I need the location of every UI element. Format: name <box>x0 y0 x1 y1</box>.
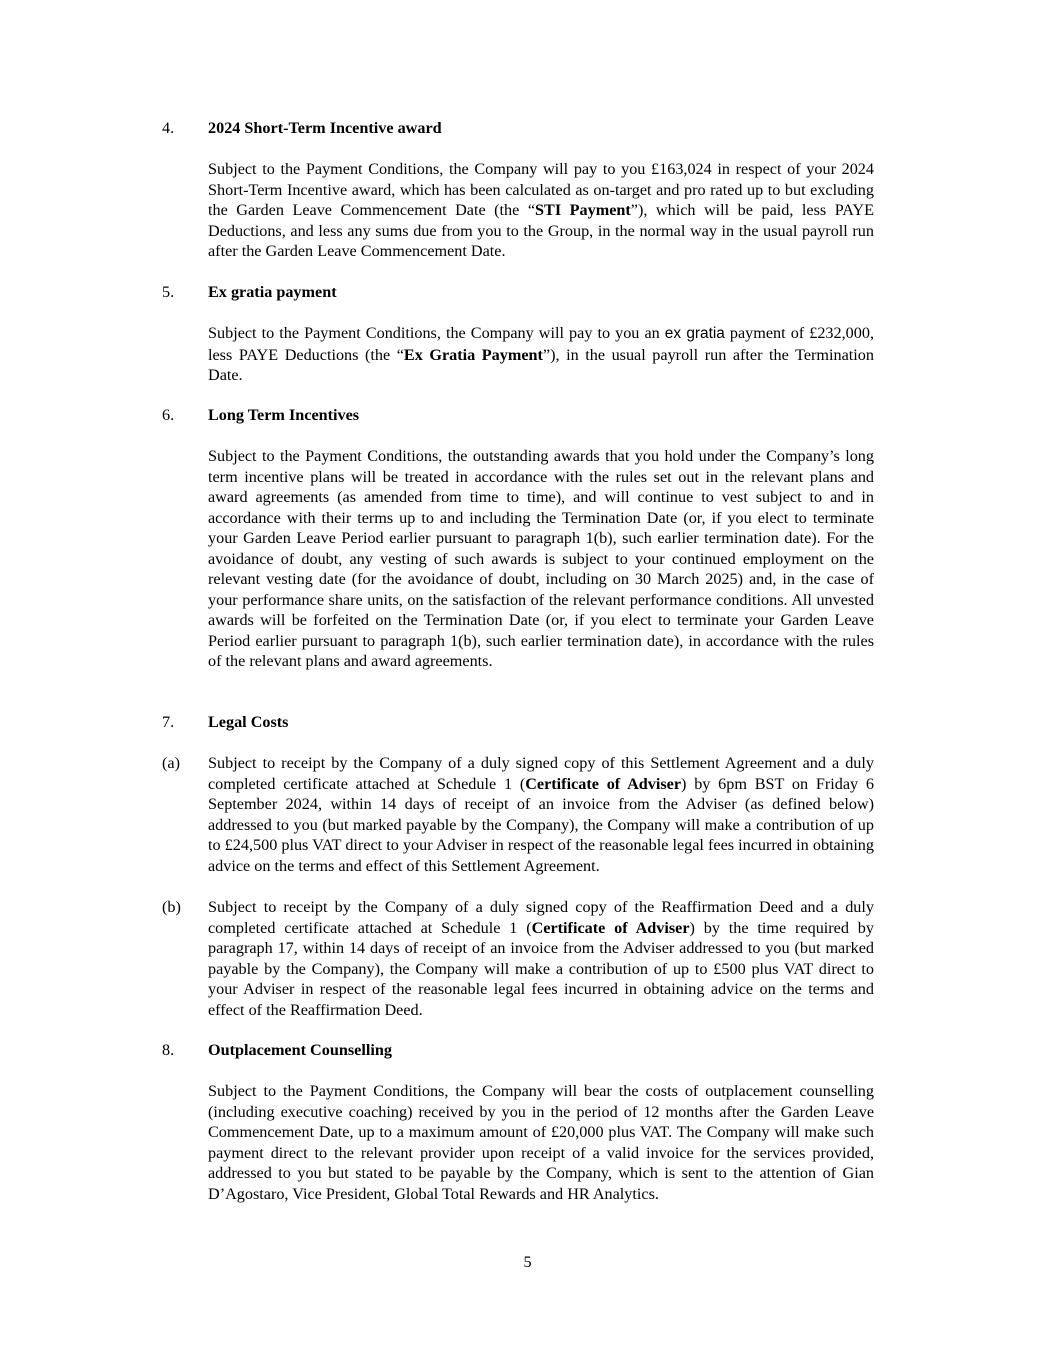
section-title: 2024 Short-Term Incentive award <box>208 119 442 137</box>
paragraph-text: Subject to receipt by the Company of a duly signed copy of this Settlement Agreement and a duly completed certificate attached at Schedule 1 ( <box>208 754 874 793</box>
section-8-paragraph: Subject to the Payment Conditions, the Company will bear the costs of outplacement counselling (including executive coaching) received by you in the period of 12 months after the Garden Leave Commencement Date, up to a maximum amount of £20,000 plus VAT. The Company will make such payment direct to the relevant provider upon receipt of a valid invoice for the services provided, addressed to you but stated to be payable by the Company, which is sent to the attention of Gian D’Agostaro, Vice President, Global Total Rewards and HR Analytics. <box>208 1082 874 1203</box>
paragraph-text: Subject to the Payment Conditions, the Company will pay to you £163,024 in respect of your 2024 Short-Term Incentive award, which has been calculated as on-target and pro rated up to but excluding the Garden Leave Commencement Date (the “ <box>208 160 874 219</box>
defined-term: Certificate of Adviser <box>525 774 682 793</box>
section-title: Legal Costs <box>208 713 289 731</box>
defined-term: Certificate of Adviser <box>531 918 690 937</box>
latin-term: ex gratia <box>664 325 725 342</box>
section-number: 4. <box>162 119 175 137</box>
paragraph-text: ) by 6pm BST on Friday 6 September 2024, within 14 days of receipt of an invoice from the Adviser (as defined below) addressed to you (but marked payable by the Company), the Company will make a contribution of up to £24,500 plus VAT direct to your Adviser in respect of the reasonable legal fees incurred in obtaining advice on the terms and effect of this Settlement Agreement. <box>208 774 875 875</box>
paragraph-text: ”), in the usual payroll run after the Termination Date. <box>208 345 874 384</box>
page-number: 5 <box>523 1253 532 1271</box>
section-number: 5. <box>162 283 175 301</box>
paragraph-text: Subject to the Payment Conditions, the Company will pay to you an <box>208 324 665 342</box>
section-number: 8. <box>162 1041 175 1059</box>
section-5-paragraph <box>208 323 874 386</box>
paragraph-text: ) by the time required by paragraph 17, within 14 days of receipt of an invoice from the Adviser addressed to you (but marked payable by the Company), the Company will make a contribution of up to £500 plus VAT direct to your Adviser in respect of the reasonable legal fees incurred in obtaining advice on the terms and effect of the Reaffirmation Deed. <box>208 918 874 1019</box>
section-number: 7. <box>162 713 175 731</box>
defined-term: Ex Gratia Payment <box>403 345 543 364</box>
section-number: 6. <box>162 406 175 424</box>
item-label: (a) <box>162 754 180 772</box>
paragraph-text: payment of £232,000, less PAYE Deductions (the “ <box>208 324 874 364</box>
paragraph-text: ”), which will be paid, less PAYE Deductions, and less any sums due from you to the Group, in the normal way in the usual payroll run after the Garden Leave Commencement Date. <box>208 201 874 260</box>
section-7b-paragraph <box>208 897 874 1020</box>
section-6-paragraph: Subject to the Payment Conditions, the outstanding awards that you hold under the Company’s long term incentive plans will be treated in accordance with the rules set out in the relevant plans and award agreements (as amended from time to time), and will continue to vest subject to and in accordance with their terms up to and including the Termination Date (or, if you elect to terminate your Garden Leave Period earlier pursuant to paragraph 1(b), such earlier termination date). For the avoidance of doubt, any vesting of such awards is subject to your continued employment on the relevant vesting date (for the avoidance of doubt, including on 30 March 2025) and, in the case of your performance share units, on the satisfaction of the relevant performance conditions. All unvested awards will be forfeited on the Termination Date (or, if you elect to terminate your Garden Leave Period earlier pursuant to paragraph 1(b), such earlier termination date), in accordance with the rules of the relevant plans and award agreements. <box>208 447 874 670</box>
paragraph-text: Subject to receipt by the Company of a duly signed copy of the Reaffirmation Deed and a duly completed certificate attached at Schedule 1 ( <box>208 898 874 937</box>
defined-term: STI Payment <box>535 201 631 219</box>
section-7a-paragraph <box>208 753 874 876</box>
section-title: Long Term Incentives <box>208 406 360 424</box>
section-title: Ex gratia payment <box>208 283 337 301</box>
item-label: (b) <box>162 898 181 916</box>
section-4-paragraph <box>208 159 874 262</box>
section-title: Outplacement Counselling <box>208 1041 392 1059</box>
